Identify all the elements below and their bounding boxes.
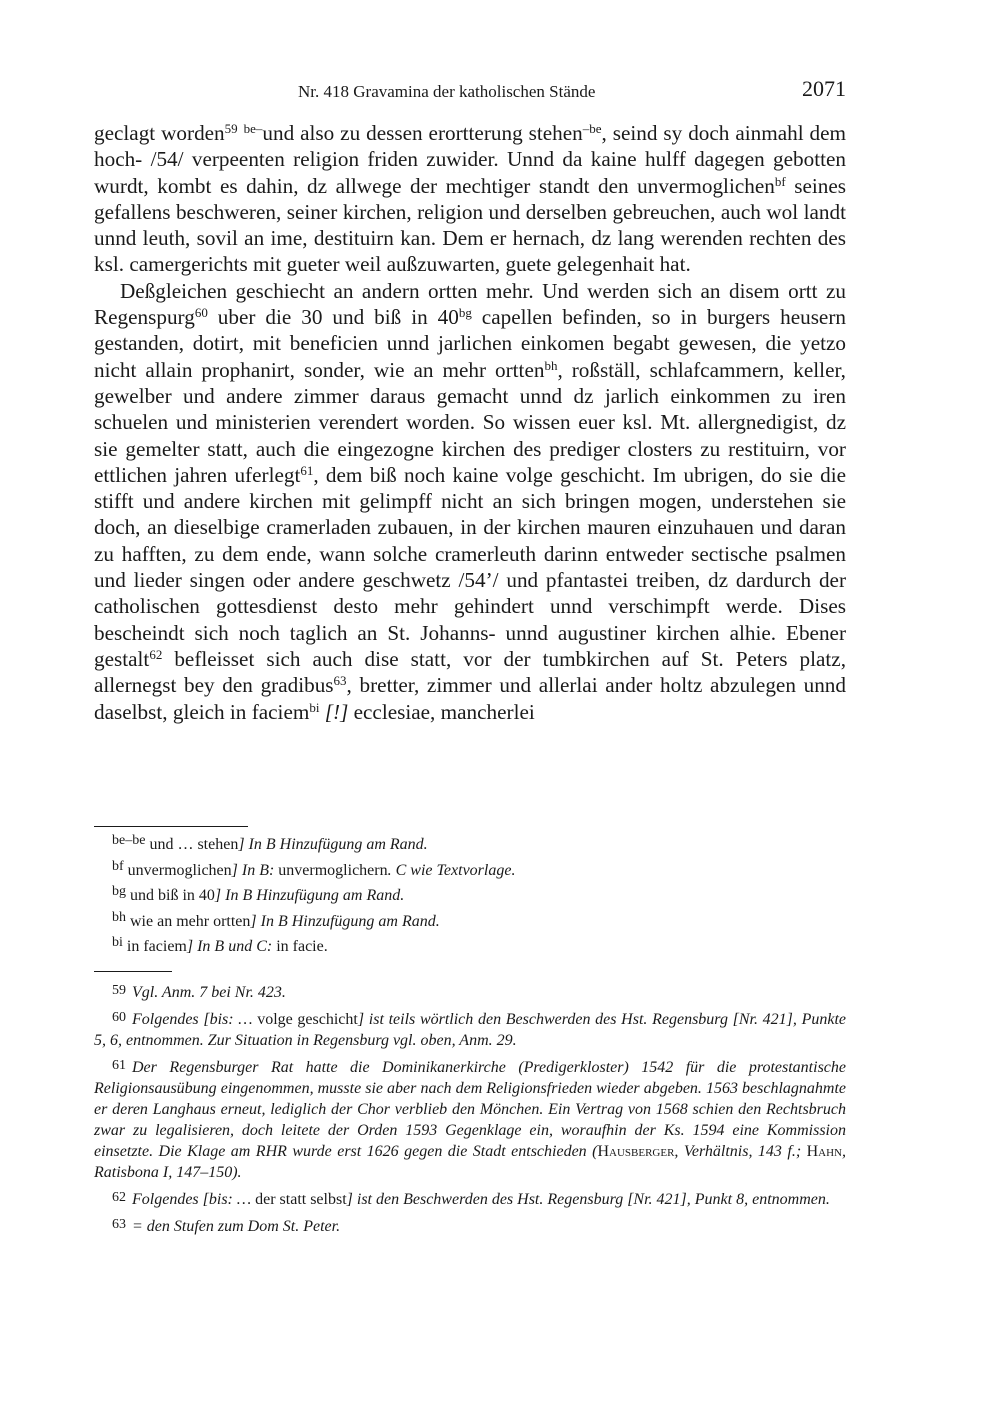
footnote-ref: 61 bbox=[300, 462, 314, 478]
author-name: Hausberger bbox=[597, 1143, 675, 1160]
footnote-number: 63 bbox=[112, 1217, 126, 1232]
note-comment: . C wie Textvorlage. bbox=[387, 861, 516, 879]
text-run: uber die 30 und biß in 40 bbox=[207, 305, 459, 330]
footnote-60 bbox=[94, 1007, 846, 1051]
footnote-quote: volge geschicht bbox=[257, 1011, 358, 1028]
note-mark: bh bbox=[112, 909, 126, 925]
footnote-text: Folgendes [bis: … bbox=[132, 1011, 258, 1028]
footnote-63 bbox=[94, 1214, 846, 1237]
critical-note bbox=[112, 934, 842, 960]
editorial-mark: [!] bbox=[324, 699, 349, 724]
text-run: , seind sy doch ainmahl dem hoch- /54/ verpeenten religion friden zuwider. Unnd da kaine hulff dagegen gebotten wurdt, kombt es dahin, dz allwege der mechtiger standt den unvermoglichen bbox=[94, 121, 847, 198]
main-text bbox=[94, 120, 846, 725]
text-run: befleisset sich auch dise statt, vor der tumbkirchen auf St. Peters platz, allernegst bey den gradibus bbox=[94, 646, 846, 698]
footnote-number: 59 bbox=[112, 983, 126, 998]
paragraph-1 bbox=[94, 120, 846, 278]
critical-ref: bh bbox=[544, 357, 558, 373]
text-run: capellen befinden, so in burgers heusern gestanden, dotirt, mit beneficien unnd jarlichen einkomen begabt gewesen, die yetzo nicht allain prophanirt, sonder, wie an mehr ortten bbox=[94, 305, 846, 382]
text-run: geclagt worden bbox=[94, 121, 225, 145]
critical-note bbox=[112, 883, 842, 909]
footnote-number: 62 bbox=[112, 1190, 126, 1205]
note-mark: bg bbox=[112, 884, 126, 899]
text-run: ecclesiae, mancherlei bbox=[348, 699, 535, 724]
note-lemma: und … stehen bbox=[145, 836, 239, 853]
paragraph-2 bbox=[94, 278, 846, 725]
footnote-ref: 60 bbox=[194, 305, 208, 321]
text-run: , bretter, zimmer und allerlai ander holtz abzulegen unnd daselbst, gleich in faciem bbox=[94, 673, 846, 724]
page-header bbox=[94, 76, 846, 110]
footnote-ref: 62 bbox=[149, 646, 163, 662]
footnote-text: ] ist teils wörtlich den Beschwerden des Hst. Regensburg [Nr. 421], Punkte 5, 6, entnommen. Zur Situation in Regensburg vgl. oben, Anm. 29. bbox=[94, 1011, 847, 1049]
footnote-ref: 63 bbox=[333, 673, 347, 689]
note-lemma: unvermoglichen bbox=[123, 861, 232, 879]
note-lemma: und biß in 40 bbox=[126, 887, 215, 904]
note-mark: bf bbox=[112, 858, 124, 874]
critical-ref: –be bbox=[582, 121, 602, 136]
note-lemma: wie an mehr ortten bbox=[126, 912, 251, 930]
critical-note bbox=[112, 909, 842, 935]
footnote-text: , Ratisbona I, 147–150). bbox=[94, 1143, 846, 1181]
note-reading: unvermoglichern bbox=[278, 861, 388, 879]
note-comment: ] In B Hinzufügung am Rand. bbox=[250, 912, 440, 930]
footnote-text: Vgl. Anm. 7 bei Nr. 423. bbox=[132, 984, 286, 1001]
note-mark: be–be bbox=[112, 833, 146, 848]
note-reading: in facie. bbox=[276, 938, 328, 955]
note-comment: ] In B Hinzufügung am Rand. bbox=[214, 887, 405, 904]
note-mark: bi bbox=[112, 935, 123, 950]
critical-apparatus-divider bbox=[94, 826, 248, 827]
critical-ref: bg bbox=[458, 305, 472, 321]
footnote-59 bbox=[94, 980, 846, 1003]
footnote-text: = den Stufen zum Dom St. Peter. bbox=[132, 1218, 341, 1235]
footnote-62 bbox=[94, 1187, 846, 1210]
critical-ref: bi bbox=[309, 699, 320, 715]
footnote-text: ] ist den Beschwerden des Hst. Regensburg [Nr. 421], Punkt 8, entnommen. bbox=[346, 1191, 830, 1208]
text-run: , dem biß noch kaine volge geschicht. Im ubrigen, do sie die stifft und andere kirchen mit gelimpff nicht an sich bringen mogen, understehen sie doch, an dieselbige cramerladen zubauen, in der kirchen mauren einzuhauen und daran zu hafften, zu dem ende, wann solche cramerleuth darinn entweder sectische psalmen und lieder singen oder andere geschwetz /54’/ und pfantastei treiben, dz dardurch der catholischen gottesdienst desto mehr gehindert unnd verschimpft werde. Dises bescheindt sich noch taglich an St. Johanns- unnd augustiner kirchen alhie. Ebener gestalt bbox=[94, 462, 846, 671]
critical-ref: be– bbox=[243, 121, 263, 136]
note-comment: ] In B und C: bbox=[186, 938, 277, 955]
footnote-61 bbox=[94, 1055, 846, 1183]
note-lemma: in faciem bbox=[122, 938, 187, 955]
text-run: Deßgleichen geschiecht an andern ortten mehr. Und werden sich an disem ortt zu Regenspurg bbox=[94, 278, 846, 330]
footnote-number: 60 bbox=[112, 1010, 126, 1025]
historical-footnotes bbox=[94, 980, 846, 1241]
footnote-quote: der statt selbst bbox=[255, 1191, 347, 1208]
text-run: , roßställ, schlafcammern, keller, gewelber und andere zimmer daraus gemacht unnd dz jarlich einkommen zu iren schuelen und ministerien verendert worden. So wissen euer ksl. Mt. allergnedigist, dz sie gemelter statt, auch die eingezogne kirchen des prediger closters zu restituirn, vor ettlichen jahren uferlegt bbox=[94, 357, 846, 487]
note-comment: ] In B Hinzufügung am Rand. bbox=[238, 836, 428, 853]
note-comment: ] In B: bbox=[231, 861, 279, 879]
critical-note bbox=[112, 832, 842, 858]
footnote-ref: 59 bbox=[224, 121, 238, 136]
footnote-number: 61 bbox=[112, 1058, 126, 1073]
critical-apparatus bbox=[112, 832, 842, 960]
text-run: seines gefallens beschweren, seiner kirchen, religion und derselben gebreuchen, auch wol landt unnd leuth, sovil an ime, destituirn kan. Dem er hernach, dz lang werenden rechten des ksl. camergerichts mit gueter weil außzuwarten, guete gelegenhait hat. bbox=[94, 173, 846, 277]
critical-note bbox=[112, 858, 842, 884]
footnote-text: Der Regensburger Rat hatte die Dominikanerkirche (Predigerkloster) 1542 für die protestantische Religionsausübung eingenommen, musste sie aber nach dem Religionsfrieden wieder abgeben. 1563 beschlagnahmte er deren Langhaus erneut, lediglich der Chor verblieb den Mönchen. Ein Vertrag von 1568 schien den Rechtsbruch zwar zu legalisieren, doch leitete der Orden 1593 Gegenklage ein, woraufhin der Ks. 1594 eine Kommission einsetzte. Die Klage am RHR wurde erst 1626 gegen die Stadt entschieden ( bbox=[94, 1059, 846, 1160]
footnotes-divider bbox=[94, 971, 172, 972]
running-title: Nr. 418 Gravamina der katholischen Stände bbox=[298, 82, 596, 101]
footnote-text: Folgendes [bis: … bbox=[132, 1191, 256, 1208]
critical-ref: bf bbox=[774, 173, 786, 189]
author-name: Hahn bbox=[806, 1143, 842, 1160]
page-number: 2071 bbox=[802, 76, 846, 101]
text-run: und also zu dessen erortterung stehen bbox=[262, 121, 583, 145]
footnote-text: , Verhältnis, 143 f.; bbox=[674, 1143, 807, 1160]
